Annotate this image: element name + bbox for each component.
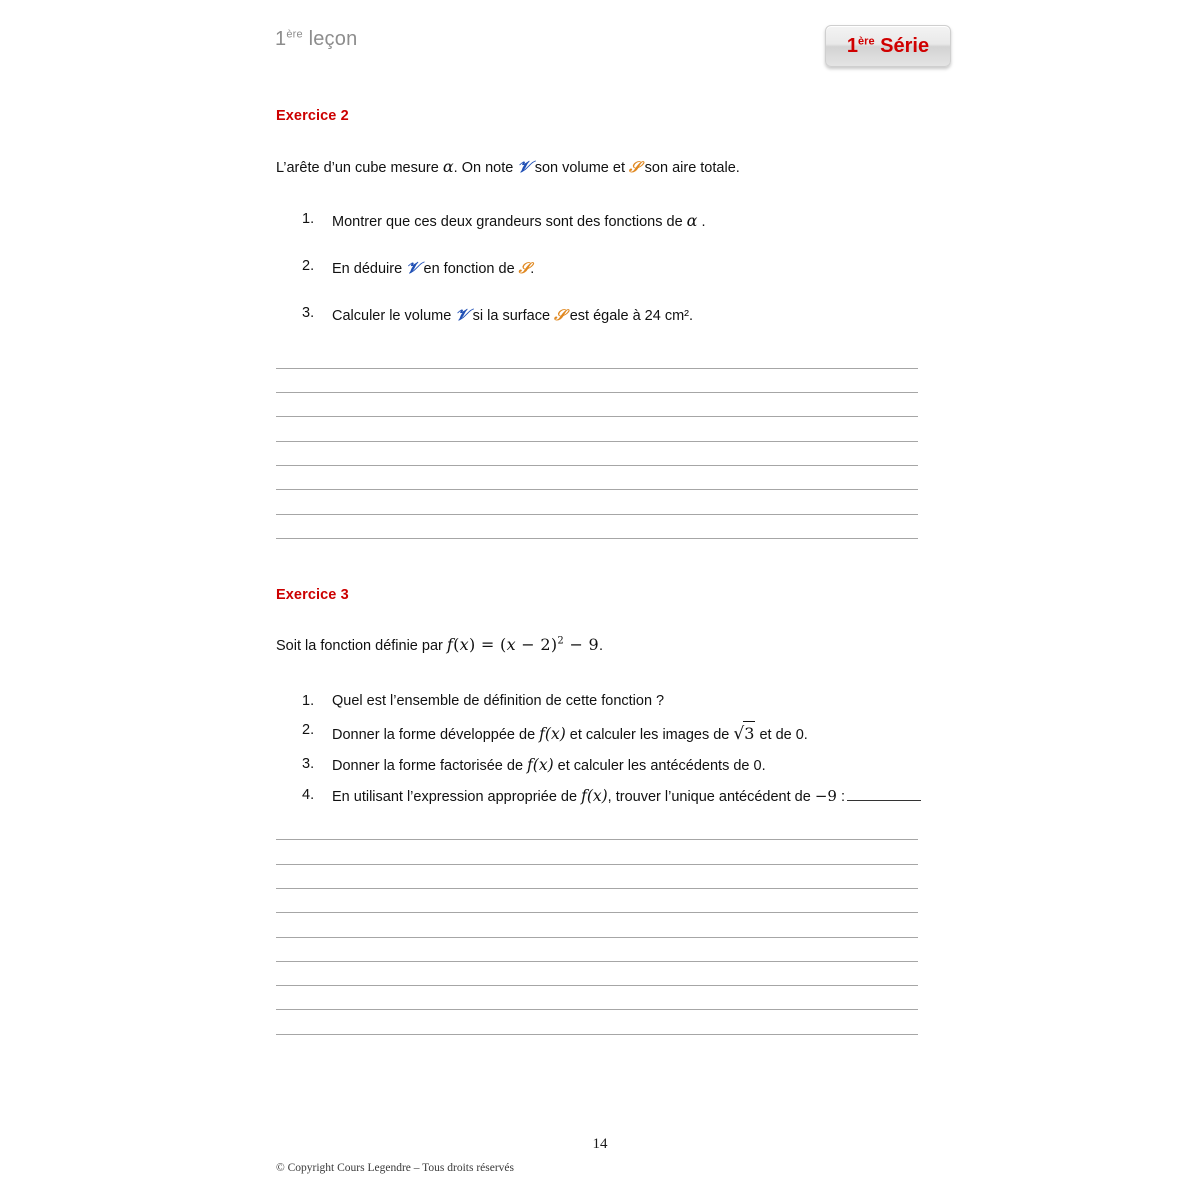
exercise-3-answer-lines[interactable] [276, 839, 918, 1034]
list-item [276, 691, 918, 712]
formula-minus-nine: − 9 [564, 634, 600, 654]
list-item-text-tail: . [697, 213, 706, 230]
list-item [276, 720, 918, 747]
fx-symbol: f(x) [527, 756, 554, 775]
list-item-number: 3. [302, 756, 315, 773]
answer-rule-line[interactable] [276, 368, 918, 369]
answer-rule-line[interactable] [276, 416, 918, 417]
exercise-3-intro [276, 633, 918, 658]
list-item-text: Montrer que ces deux grandeurs sont des fonctions de [332, 213, 687, 230]
formula-x: x [459, 634, 469, 654]
list-item-text-tail: . [530, 260, 535, 277]
exercise-2-intro-part2: . On note [453, 160, 518, 176]
exercise-2-intro-part3: son volume et [530, 160, 630, 176]
lesson-number: 1 [275, 28, 287, 50]
list-item [276, 785, 918, 808]
list-item-number: 2. [302, 721, 315, 738]
page-footer [276, 1136, 924, 1182]
answer-rule-line[interactable] [276, 465, 918, 466]
list-item-text-tail: et de 0. [755, 726, 808, 743]
answer-rule-line[interactable] [276, 839, 918, 840]
exercise-2-question-list [276, 209, 918, 327]
exercise-2-intro-part1: L’arête d’un cube mesure [276, 160, 443, 176]
list-item-text-mid: si la surface [468, 307, 555, 324]
list-item [276, 256, 918, 280]
list-item-number: 1. [302, 692, 315, 709]
answer-rule-line[interactable] [276, 392, 918, 393]
lesson-ordinal-suffix: ère [286, 28, 303, 41]
list-item-text: En utilisant l’expression appropriée de [332, 789, 582, 806]
antecedent-value: −9 [814, 787, 837, 806]
copyright-notice: © Copyright Cours Legendre – Tous droits réservés [276, 1162, 515, 1174]
list-item-text-mid: en fonction de [419, 260, 519, 277]
list-item [276, 754, 918, 777]
serie-number: 1 [846, 34, 859, 57]
alpha-symbol: α [686, 210, 698, 230]
script-s-symbol: 𝒮 [629, 158, 641, 176]
formula-f: f [446, 634, 454, 654]
exercise-3-intro-period: . [599, 637, 604, 654]
list-item-number: 3. [302, 304, 315, 321]
serie-badge-text [847, 35, 929, 58]
script-s-symbol: 𝒮 [554, 305, 566, 324]
answer-rule-line[interactable] [276, 985, 918, 986]
exercise-2-intro-part4: son aire totale. [640, 160, 740, 176]
alpha-symbol: α [442, 157, 454, 176]
formula-x2: x [506, 634, 516, 654]
exercise-2-title: Exercice 2 [276, 108, 349, 124]
list-item-number: 1. [302, 210, 315, 227]
answer-rule-line[interactable] [276, 514, 918, 515]
answer-rule-line[interactable] [276, 937, 918, 938]
formula-minus-two: − 2) [515, 634, 558, 654]
exercise-3-title: Exercice 3 [276, 586, 349, 603]
list-item [276, 303, 918, 327]
fx-symbol: f(x) [539, 724, 566, 743]
list-item-text-tail: est égale à 24 cm². [565, 307, 694, 324]
serie-ordinal-suffix: ère [858, 34, 875, 47]
list-item-text: Donner la forme factorisée de [332, 758, 528, 775]
page-number: 14 [592, 1136, 608, 1152]
list-item-text-tail: et calculer les antécédents de 0. [553, 758, 766, 775]
serie-word: Série [880, 34, 930, 57]
script-v-symbol: 𝒱 [455, 304, 469, 324]
fx-symbol: f(x) [581, 787, 608, 806]
exercise-3-intro-lead: Soit la fonction définie par [276, 637, 447, 654]
script-v-symbol: 𝒱 [406, 257, 420, 277]
answer-rule-line[interactable] [276, 441, 918, 442]
square-root-expression [733, 720, 755, 747]
answer-rule-line[interactable] [276, 864, 918, 865]
list-item [276, 209, 918, 233]
answer-rule-line[interactable] [276, 912, 918, 913]
list-item-number: 2. [302, 257, 315, 274]
answer-rule-line[interactable] [276, 489, 918, 490]
script-s-symbol: 𝒮 [518, 258, 531, 277]
exercise-3-question-list [276, 691, 918, 809]
answer-rule-line[interactable] [276, 1009, 918, 1010]
list-item-text: En déduire [332, 260, 407, 277]
list-item-text: Donner la forme développée de [332, 726, 540, 743]
lesson-label [275, 28, 357, 51]
page-header [275, 26, 950, 72]
answer-rule-line[interactable] [276, 538, 918, 539]
list-item-text: Quel est l’ensemble de définition de cette fonction ? [332, 692, 665, 709]
answer-rule-line[interactable] [276, 961, 918, 962]
answer-rule-line[interactable] [276, 1034, 918, 1035]
formula-exponent: 2 [557, 635, 565, 647]
exercise-2-intro [276, 155, 918, 180]
function-formula [447, 635, 599, 654]
list-item-text-mid: , trouver l’unique antécédent de [607, 789, 815, 806]
formula-close-paren: ) [469, 634, 476, 654]
list-item-number: 4. [302, 787, 315, 804]
answer-rule-line[interactable] [276, 888, 918, 889]
list-item-text-mid: et calculer les images de [565, 726, 734, 743]
formula-open-paren: ( [453, 634, 460, 654]
radical-sign-icon: √ [733, 723, 745, 744]
document-content [276, 108, 918, 1035]
serie-badge [825, 25, 951, 67]
exercise-2-answer-lines[interactable] [276, 368, 918, 539]
script-v-symbol: 𝒱 [517, 157, 531, 176]
formula-equals: = ( [475, 634, 507, 654]
radicand: 3 [743, 721, 755, 745]
list-item-text-tail: : [836, 789, 846, 806]
lesson-word: leçon [308, 28, 358, 50]
answer-blank-field[interactable] [847, 787, 921, 801]
list-item-text: Calculer le volume [332, 307, 456, 324]
